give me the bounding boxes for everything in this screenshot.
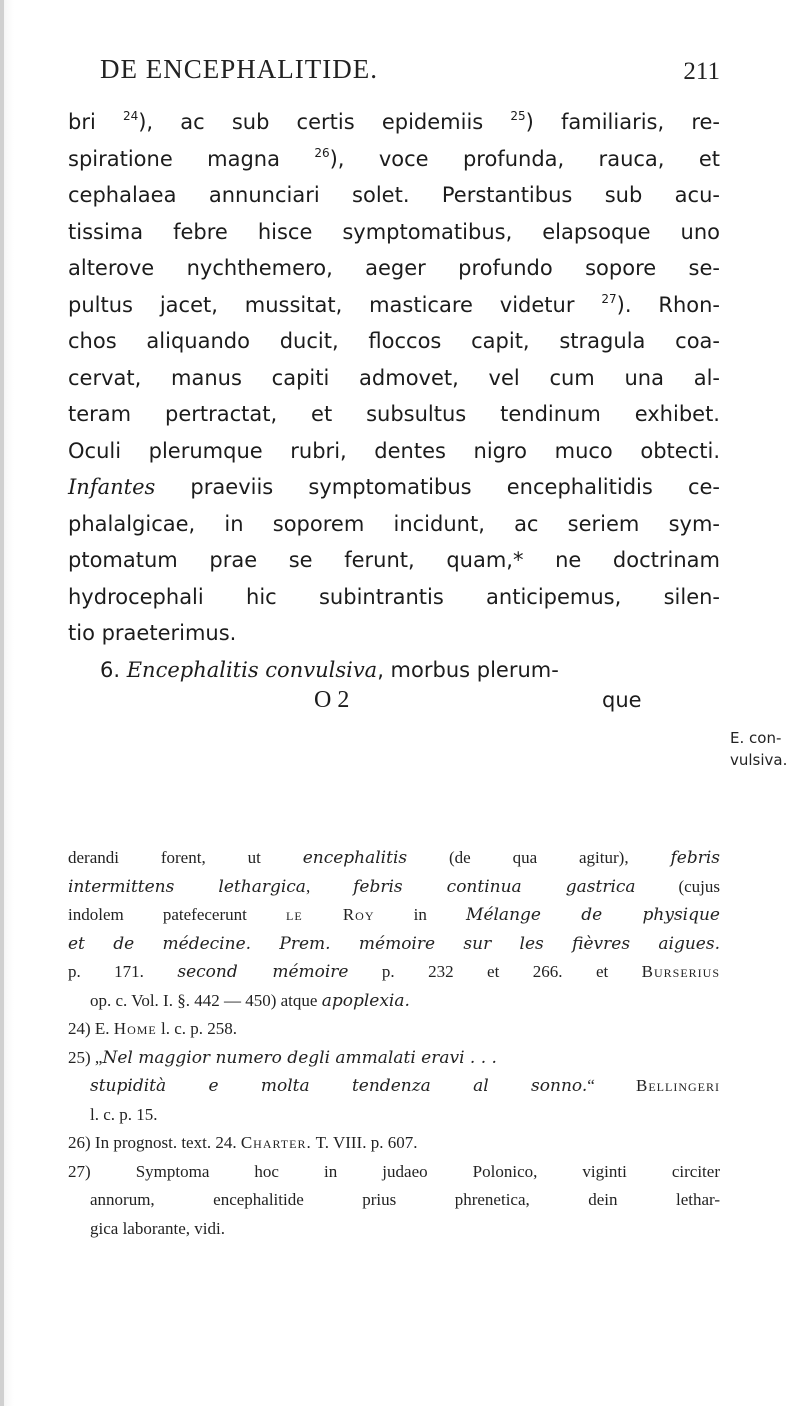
footnote-line	[68, 901, 720, 930]
text-line: phalalgicae, in soporem incidunt, ac seriem sym-	[68, 511, 720, 536]
text-run: p. 232 et 266. et	[348, 962, 642, 981]
text-run: op. c. Vol. I. §. 442 — 450) atque	[90, 990, 322, 1010]
footnote-ref-27: 27	[601, 291, 617, 306]
running-title: DE ENCEPHALITIDE.	[100, 54, 378, 84]
running-head	[68, 54, 720, 94]
text-run: (de qua agitur),	[407, 848, 671, 867]
text-run: derandi forent, ut	[68, 848, 303, 867]
footnote-line	[68, 873, 720, 902]
italic-term: febris continua gastrica	[353, 876, 636, 897]
text-line: tio praeterimus.	[68, 621, 237, 645]
text-line: cephalaea annunciari solet. Perstantibus sub acu-	[68, 183, 720, 207]
text-run: p. 171.	[68, 962, 178, 981]
footnote-line: gica laborante, vidi.	[90, 1218, 226, 1238]
footnote-line	[68, 987, 720, 1016]
footnote-line: l. c. p. 15.	[90, 1104, 158, 1124]
text-run: ), voce profunda, rauca, et	[329, 146, 720, 171]
footnote-line	[68, 844, 720, 873]
italic-term: febris	[670, 848, 720, 868]
italic-term: encephalitis	[302, 848, 408, 868]
text-run: (cujus	[635, 876, 720, 896]
signature-row	[68, 688, 720, 718]
author-name: le Roy	[286, 905, 375, 924]
footnote-ref-25: 25	[510, 109, 526, 123]
text-run: l. c. p. 258.	[156, 1019, 238, 1038]
text-run: 25) „	[68, 1047, 103, 1067]
text-run: ), ac sub certis epidemiis	[138, 110, 511, 134]
author-name: Bellingeri	[636, 1076, 721, 1095]
text-line: tissima febre hisce symptomatibus, elapsoque uno	[68, 219, 720, 244]
italic-quote: stupidità e molta tendenza al sonno.	[90, 1076, 588, 1096]
text-line	[68, 469, 720, 506]
footnote-26	[68, 1129, 720, 1158]
italic-term: intermittens lethargica	[68, 876, 306, 897]
text-run: ). Rhon-	[616, 292, 720, 317]
author-name: Burserius	[641, 962, 721, 981]
footnote-line	[68, 1072, 720, 1101]
binding-gutter-shadow	[0, 0, 4, 1406]
text-line: Oculi plerumque rubri, dentes nigro muco obtecti.	[68, 438, 720, 463]
text-run: 24) E.	[68, 1019, 114, 1038]
text-line	[68, 104, 720, 141]
text-run: ,	[305, 876, 354, 896]
italic-title: Mélange de physique	[466, 905, 720, 925]
footnote-ref-24: 24	[122, 109, 139, 123]
italic-term: Encephalitis convulsiva	[126, 657, 378, 682]
text-run: “	[587, 1076, 637, 1095]
footnote-line	[68, 930, 720, 959]
italic-quote: Nel maggior numero degli ammalati eravi . . .	[102, 1047, 497, 1068]
text-run: pultus jacet, mussitat, masticare videtur	[68, 292, 602, 317]
italic-title: et de médecine. Prem. mémoire sur les fièvres aigues.	[68, 933, 720, 954]
text-run: indolem patefecerunt	[68, 905, 287, 924]
text-run: in	[374, 905, 467, 924]
marginal-note	[730, 727, 800, 771]
author-name: Charter.	[240, 1133, 312, 1152]
footnote-24	[68, 1015, 720, 1044]
text-line: cervat, manus capiti admovet, vel cum una al-	[68, 365, 720, 390]
text-line: teram pertractat, et subsultus tendinum exhibet.	[68, 402, 720, 426]
text-run: bri	[68, 110, 123, 134]
text-run: T. VIII. p. 607.	[311, 1133, 418, 1152]
footnote-ref-26: 26	[314, 145, 330, 160]
italic-title: second mémoire	[177, 962, 349, 982]
marginal-note-line: vulsiva.	[730, 751, 788, 769]
text-line: ptomatum prae se ferunt, quam,* ne doctrinam	[68, 548, 720, 572]
text-run: ) familiaris, re-	[525, 110, 720, 134]
text-line: chos aliquando ducit, floccos capit, stragula coa-	[68, 329, 720, 353]
page-number: 211	[683, 58, 720, 85]
text-run: spiratione magna	[68, 146, 315, 171]
text-run: , morbus plerum-	[377, 657, 559, 682]
text-run: praeviis symptomatibus encephalitidis ce-	[155, 475, 720, 499]
text-line: hydrocephali hic subintrantis anticipemus, silen-	[68, 584, 720, 609]
footnotes-block	[68, 844, 720, 1243]
text-line: alterove nychthemero, aeger profundo sopore se-	[68, 256, 720, 280]
main-text-block	[68, 104, 720, 718]
signature-mark: O 2	[314, 687, 350, 713]
footnote-27: 27) Symptoma hoc in judaeo Polonico, viginti circiter	[68, 1161, 720, 1181]
footnote-line: annorum, encephalitide prius phrenetica, dein lethar-	[90, 1190, 720, 1209]
author-name: Home	[113, 1019, 157, 1038]
text-line	[68, 287, 720, 324]
footnote-25	[68, 1044, 720, 1073]
italic-term: apoplexia.	[321, 990, 410, 1011]
text-run: 26) In prognost. text. 24.	[68, 1133, 241, 1152]
marginal-note-line: E. con-	[730, 729, 782, 747]
text-line	[68, 141, 720, 178]
catchword: que	[602, 688, 642, 712]
footnote-line	[68, 958, 720, 987]
section-number: 6.	[100, 657, 127, 682]
italic-term: Infantes	[68, 475, 156, 499]
